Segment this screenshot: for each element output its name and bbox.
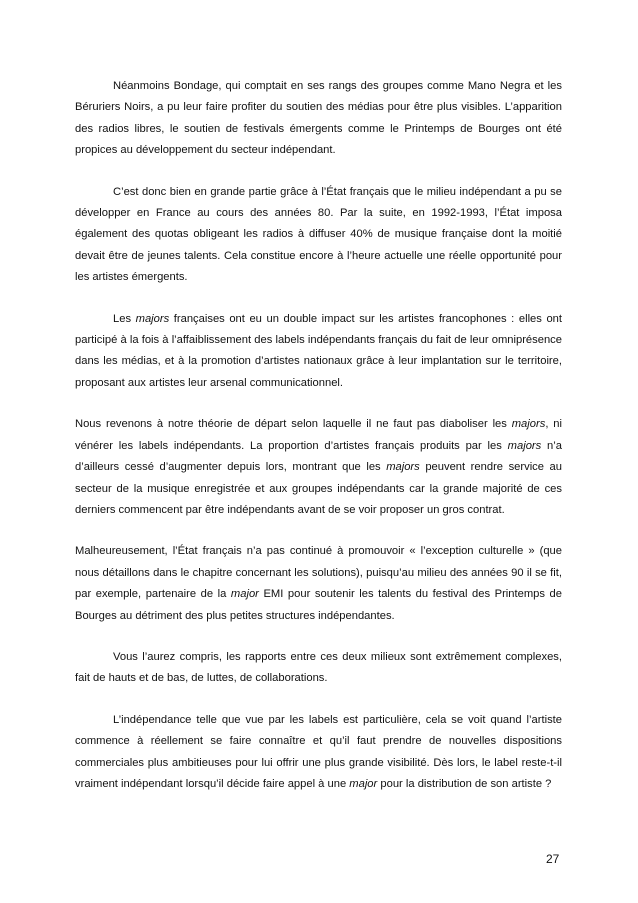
paragraph (75, 710, 562, 796)
text-run: Les (113, 312, 136, 325)
italic-term: majors (511, 418, 546, 431)
italic-term: majors (507, 439, 542, 452)
paragraph (75, 414, 562, 521)
italic-term: majors (386, 461, 420, 474)
text-run: C’est donc bien en grande partie grâce à l’État français que le milieu indépendant a pu se développer en France au cours des années 80. Par la suite, en 1992-1993, l’État imposa également des quotas obligeant les radios à diffuser 40% de musique française dont la moitié devait être de jeunes talents. Cela constitue encore à l’heure actuelle une réelle opportunité pour les artistes émergents. (75, 185, 562, 284)
text-run: françaises ont eu un double impact sur les artistes francophones : elles ont participé à la fois à l’affaiblissement des labels indépendants français du fait de leur omniprésence dans les médias, et à la promotion d’artistes nationaux grâce à leur implantation sur le territoire, proposant aux artistes leur arsenal communicationnel. (75, 312, 563, 389)
text-run: pour la distribution de son artiste ? (377, 777, 552, 790)
text-run: EMI pour soutenir les talents du festival des Printemps de Bourges au détriment des plus petites structures indépendantes. (75, 588, 562, 622)
text-run: L’indépendance telle que vue par les labels est particulière, cela se voit quand l’artiste commence à réellement se faire connaître et qu’il faut prendre de nouvelles dispositions commerciales plus ambitieuses pour lui offrir une plus grande visibilité. Dès lors, le label reste-t-il vraiment indépendant lorsqu’il décide faire appel à une (75, 713, 562, 790)
text-run: Nous revenons à notre théorie de départ selon laquelle il ne faut pas diaboliser les (75, 418, 512, 431)
body-text (75, 76, 562, 815)
paragraph (75, 647, 562, 690)
paragraph (75, 76, 562, 162)
text-run: Malheureusement, l’État français n’a pas continué à promouvoir « l’exception culturelle » (que nous détaillons dans le chapitre concernant les solutions), puisqu’au milieu des années 90 il se fit, par exemple, partenaire de la (75, 545, 562, 601)
paragraph (75, 541, 562, 627)
italic-term: major (349, 777, 378, 790)
italic-term: majors (135, 312, 170, 325)
italic-term: major (230, 588, 259, 601)
paragraph (75, 182, 562, 289)
text-run: peuvent rendre service au secteur de la musique enregistrée et aux groupes indépendants car la grande majorité de ces derniers commencent par être indépendants avant de se voir proposer un gros contrat. (75, 461, 562, 516)
text-run: Néanmoins Bondage, qui comptait en ses rangs des groupes comme Mano Negra et les Béruriers Noirs, a pu leur faire profiter du soutien des médias pour être plus visibles. L’apparition des radios libres, le soutien de festivals émergents comme le Printemps de Bourges ont été propices au développement du secteur indépendant. (75, 80, 562, 157)
page-number: 27 (546, 852, 560, 866)
text-run: n’a d’ailleurs cessé d’augmenter depuis lors, montrant que les (75, 439, 562, 474)
text-run: , ni vénérer les labels indépendants. La proportion d’artistes français produits par les (75, 418, 562, 452)
paragraph (75, 309, 562, 395)
text-run: Vous l’aurez compris, les rapports entre ces deux milieux sont extrêmement complexes, fait de hauts et de bas, de luttes, de collaborations. (75, 650, 562, 685)
